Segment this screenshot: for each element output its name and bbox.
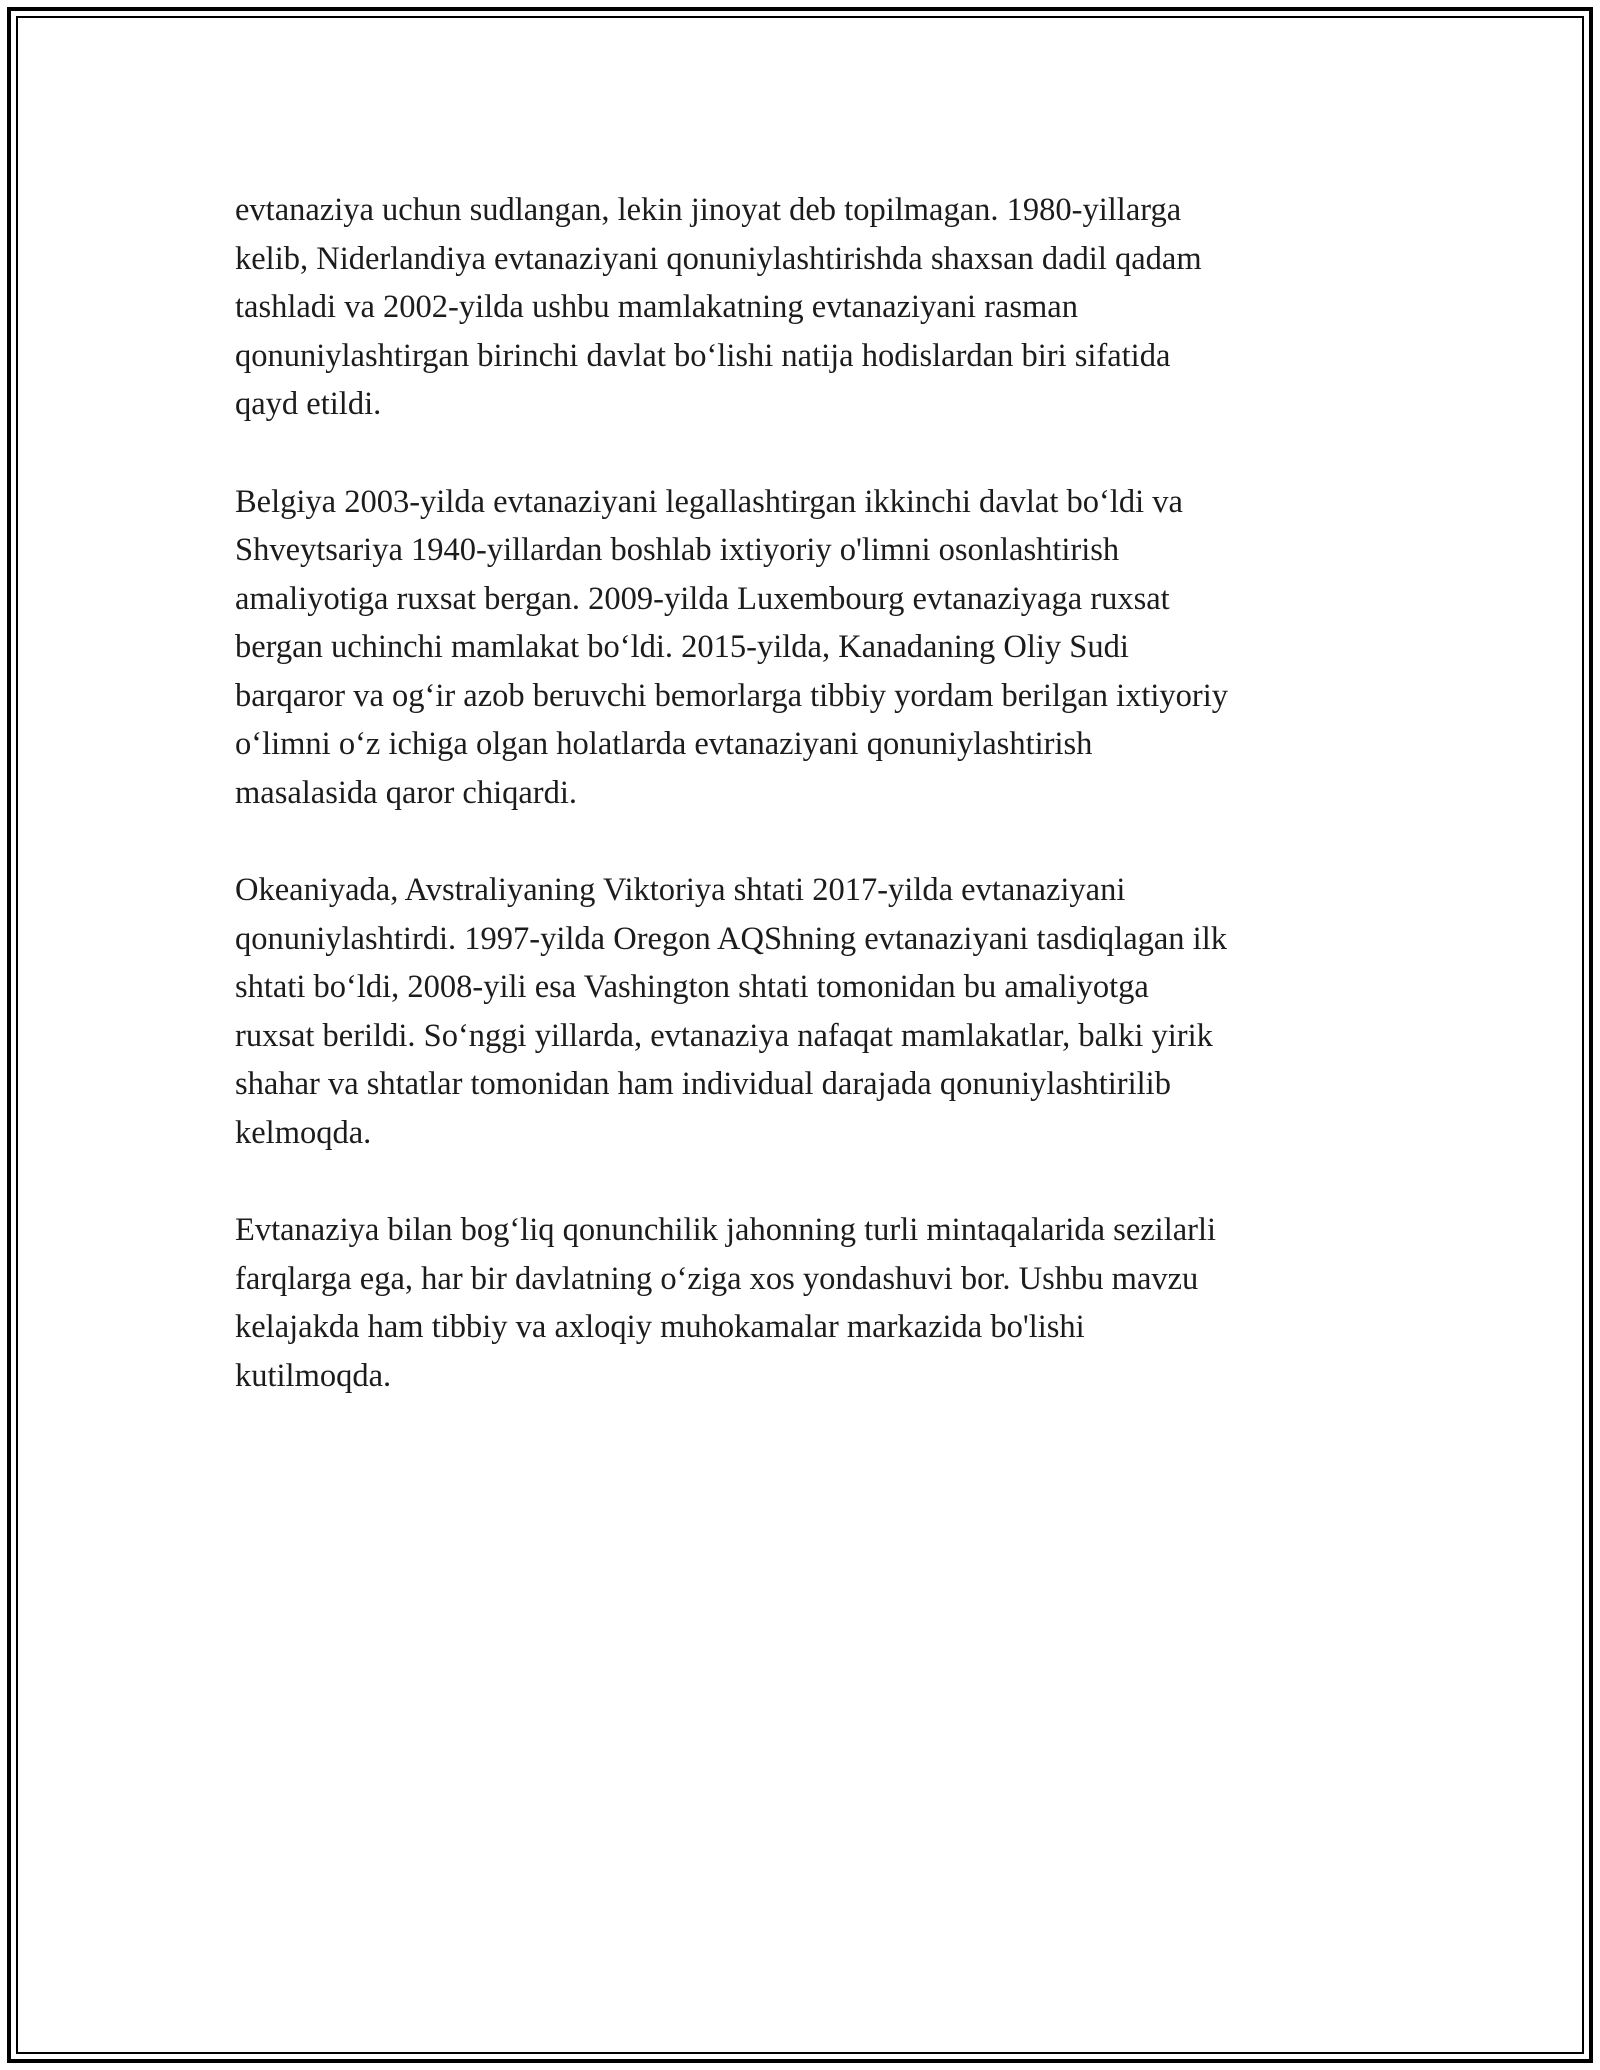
document-body <box>235 186 1370 1449</box>
text-line: amaliyotiga ruxsat bergan. 2009-yilda Luxembourg evtanaziyaga ruxsat <box>235 580 1170 617</box>
text-line: qonuniylashtirdi. 1997-yilda Oregon AQShning evtanaziyani tasdiqlagan ilk <box>235 920 1227 957</box>
text-line: qayd etildi. <box>235 386 382 422</box>
paragraph-3 <box>235 866 1370 1157</box>
text-line: evtanaziya uchun sudlangan, lekin jinoyat deb topilmagan. 1980-yillarga <box>235 192 1182 228</box>
paragraph-4 <box>235 1206 1370 1400</box>
text-line: qonuniylashtirgan birinchi davlat bo‘lishi natija hodislardan biri sifatida <box>235 337 1171 374</box>
text-line: Okeaniyada, Avstraliyaning Viktoriya shtati 2017-yilda evtanaziyani <box>235 872 1126 908</box>
text-line: Belgiya 2003-yilda evtanaziyani legallashtirgan ikkinchi davlat bo‘ldi va <box>235 483 1183 520</box>
text-line: tashladi va 2002-yilda ushbu mamlakatning evtanaziyani rasman <box>235 289 1078 325</box>
text-line: Shveytsariya 1940-yillardan boshlab ixtiyoriy o'limni osonlashtirish <box>235 532 1120 568</box>
text-line: Evtanaziya bilan bog‘liq qonunchilik jahonning turli mintaqalarida sezilarli <box>235 1212 1217 1248</box>
text-line: ruxsat berildi. So‘nggi yillarda, evtanaziya nafaqat mamlakatlar, balki yirik <box>235 1017 1213 1054</box>
text-line: masalasida qaror chiqardi. <box>235 774 578 811</box>
paragraph-1 <box>235 186 1370 429</box>
text-line: kelajakda ham tibbiy va axloqiy muhokamalar markazida bo'lishi <box>235 1309 1085 1345</box>
text-line: o‘limni o‘z ichiga olgan holatlarda evtanaziyani qonuniylashtirish <box>235 726 1093 762</box>
paragraph-2 <box>235 478 1370 818</box>
text-line: kutilmoqda. <box>235 1357 392 1394</box>
text-line: kelmoqda. <box>235 1114 372 1151</box>
text-line: kelib, Niderlandiya evtanaziyani qonuniylashtirishda shaxsan dadil qadam <box>235 240 1202 277</box>
text-line: shahar va shtatlar tomonidan ham individual darajada qonuniylashtirilib <box>235 1066 1171 1102</box>
text-line: shtati bo‘ldi, 2008-yili esa Vashington shtati tomonidan bu amaliyotga <box>235 969 1149 1005</box>
text-line: farqlarga ega, har bir davlatning o‘ziga xos yondashuvi bor. Ushbu mavzu <box>235 1260 1199 1297</box>
text-line: barqaror va og‘ir azob beruvchi bemorlarga tibbiy yordam berilgan ixtiyoriy <box>235 677 1229 714</box>
text-line: bergan uchinchi mamlakat bo‘ldi. 2015-yilda, Kanadaning Oliy Sudi <box>235 629 1129 665</box>
